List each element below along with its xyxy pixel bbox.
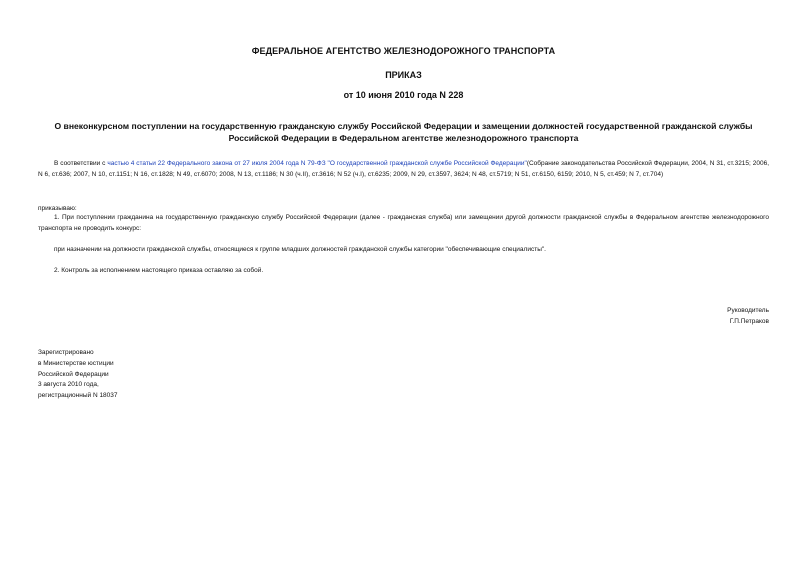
basis-prefix: В соответствии с: [54, 160, 108, 167]
document-title: [38, 120, 769, 144]
registration-line: 3 августа 2010 года,: [38, 381, 99, 389]
signatory-role: Руководитель: [727, 307, 769, 314]
document-title-line-1: О внеконкурсном поступлении на государственную гражданскую службу Российской Федерации и замещении должностей государственной гражданской службы: [54, 121, 753, 131]
document-title-line-2: Российской Федерации в Федеральном агентстве железнодорожного транспорта: [228, 133, 579, 143]
item-1-detail-paragraph: при назначении на должности гражданской службы, относящиеся к группе младших должностей гражданской службы категории "обеспечивающие специалисты".: [54, 246, 546, 253]
item-1-paragraph: 1. При поступлении гражданина на государственную гражданскую службу Российской Федерации (далее - гражданская служба) или замещении другой должности гражданской службы в Федеральном агентстве железнодорожного транспорта не проводить конкурс:: [38, 214, 769, 232]
item-2-paragraph: 2. Контроль за исполнением настоящего приказа оставляю за собой.: [54, 267, 264, 274]
agency-heading: ФЕДЕРАЛЬНОЕ АГЕНТСТВО ЖЕЛЕЗНОДОРОЖНОГО ТРАНСПОРТА: [251, 46, 556, 56]
document-type-heading: ПРИКАЗ: [385, 70, 422, 80]
basis-suffix: (Собрание законодательства Российской Федерации, 2004, N 31, ст.3215; 2006, N 6, ст.636; 2007, N 10, ст.1151; N 16, ст.1828; N 49, ст.6070; 2008, N 13, ст.1186; N 30 (ч.II), ст.3616; N 52 (ч.I), ст.6235; 2009, N 29, ст.3597, 3624; N 48, ст.5719; N 51, ст.6150, 6159; 2010, N 5, ст.459; N 7, ст.704): [38, 160, 770, 178]
registration-line: Зарегистрировано: [38, 349, 94, 356]
order-word: приказываю:: [38, 205, 77, 212]
registration-line: регистрационный N 18037: [38, 392, 118, 400]
date-number-heading: от 10 июня 2010 года N 228: [343, 90, 464, 100]
basis-paragraph: [38, 159, 769, 180]
law-reference-link[interactable]: частью 4 статьи 22 Федерального закона от 27 июля 2004 года N 79-ФЗ "О государственной гражданской службе Российской Федерации": [107, 160, 527, 167]
signatory-name: Г.П.Петраков: [729, 318, 769, 325]
registration-line: в Министерстве юстиции: [38, 359, 114, 367]
registration-block: [38, 348, 118, 402]
registration-line: Российской Федерации: [38, 370, 109, 378]
